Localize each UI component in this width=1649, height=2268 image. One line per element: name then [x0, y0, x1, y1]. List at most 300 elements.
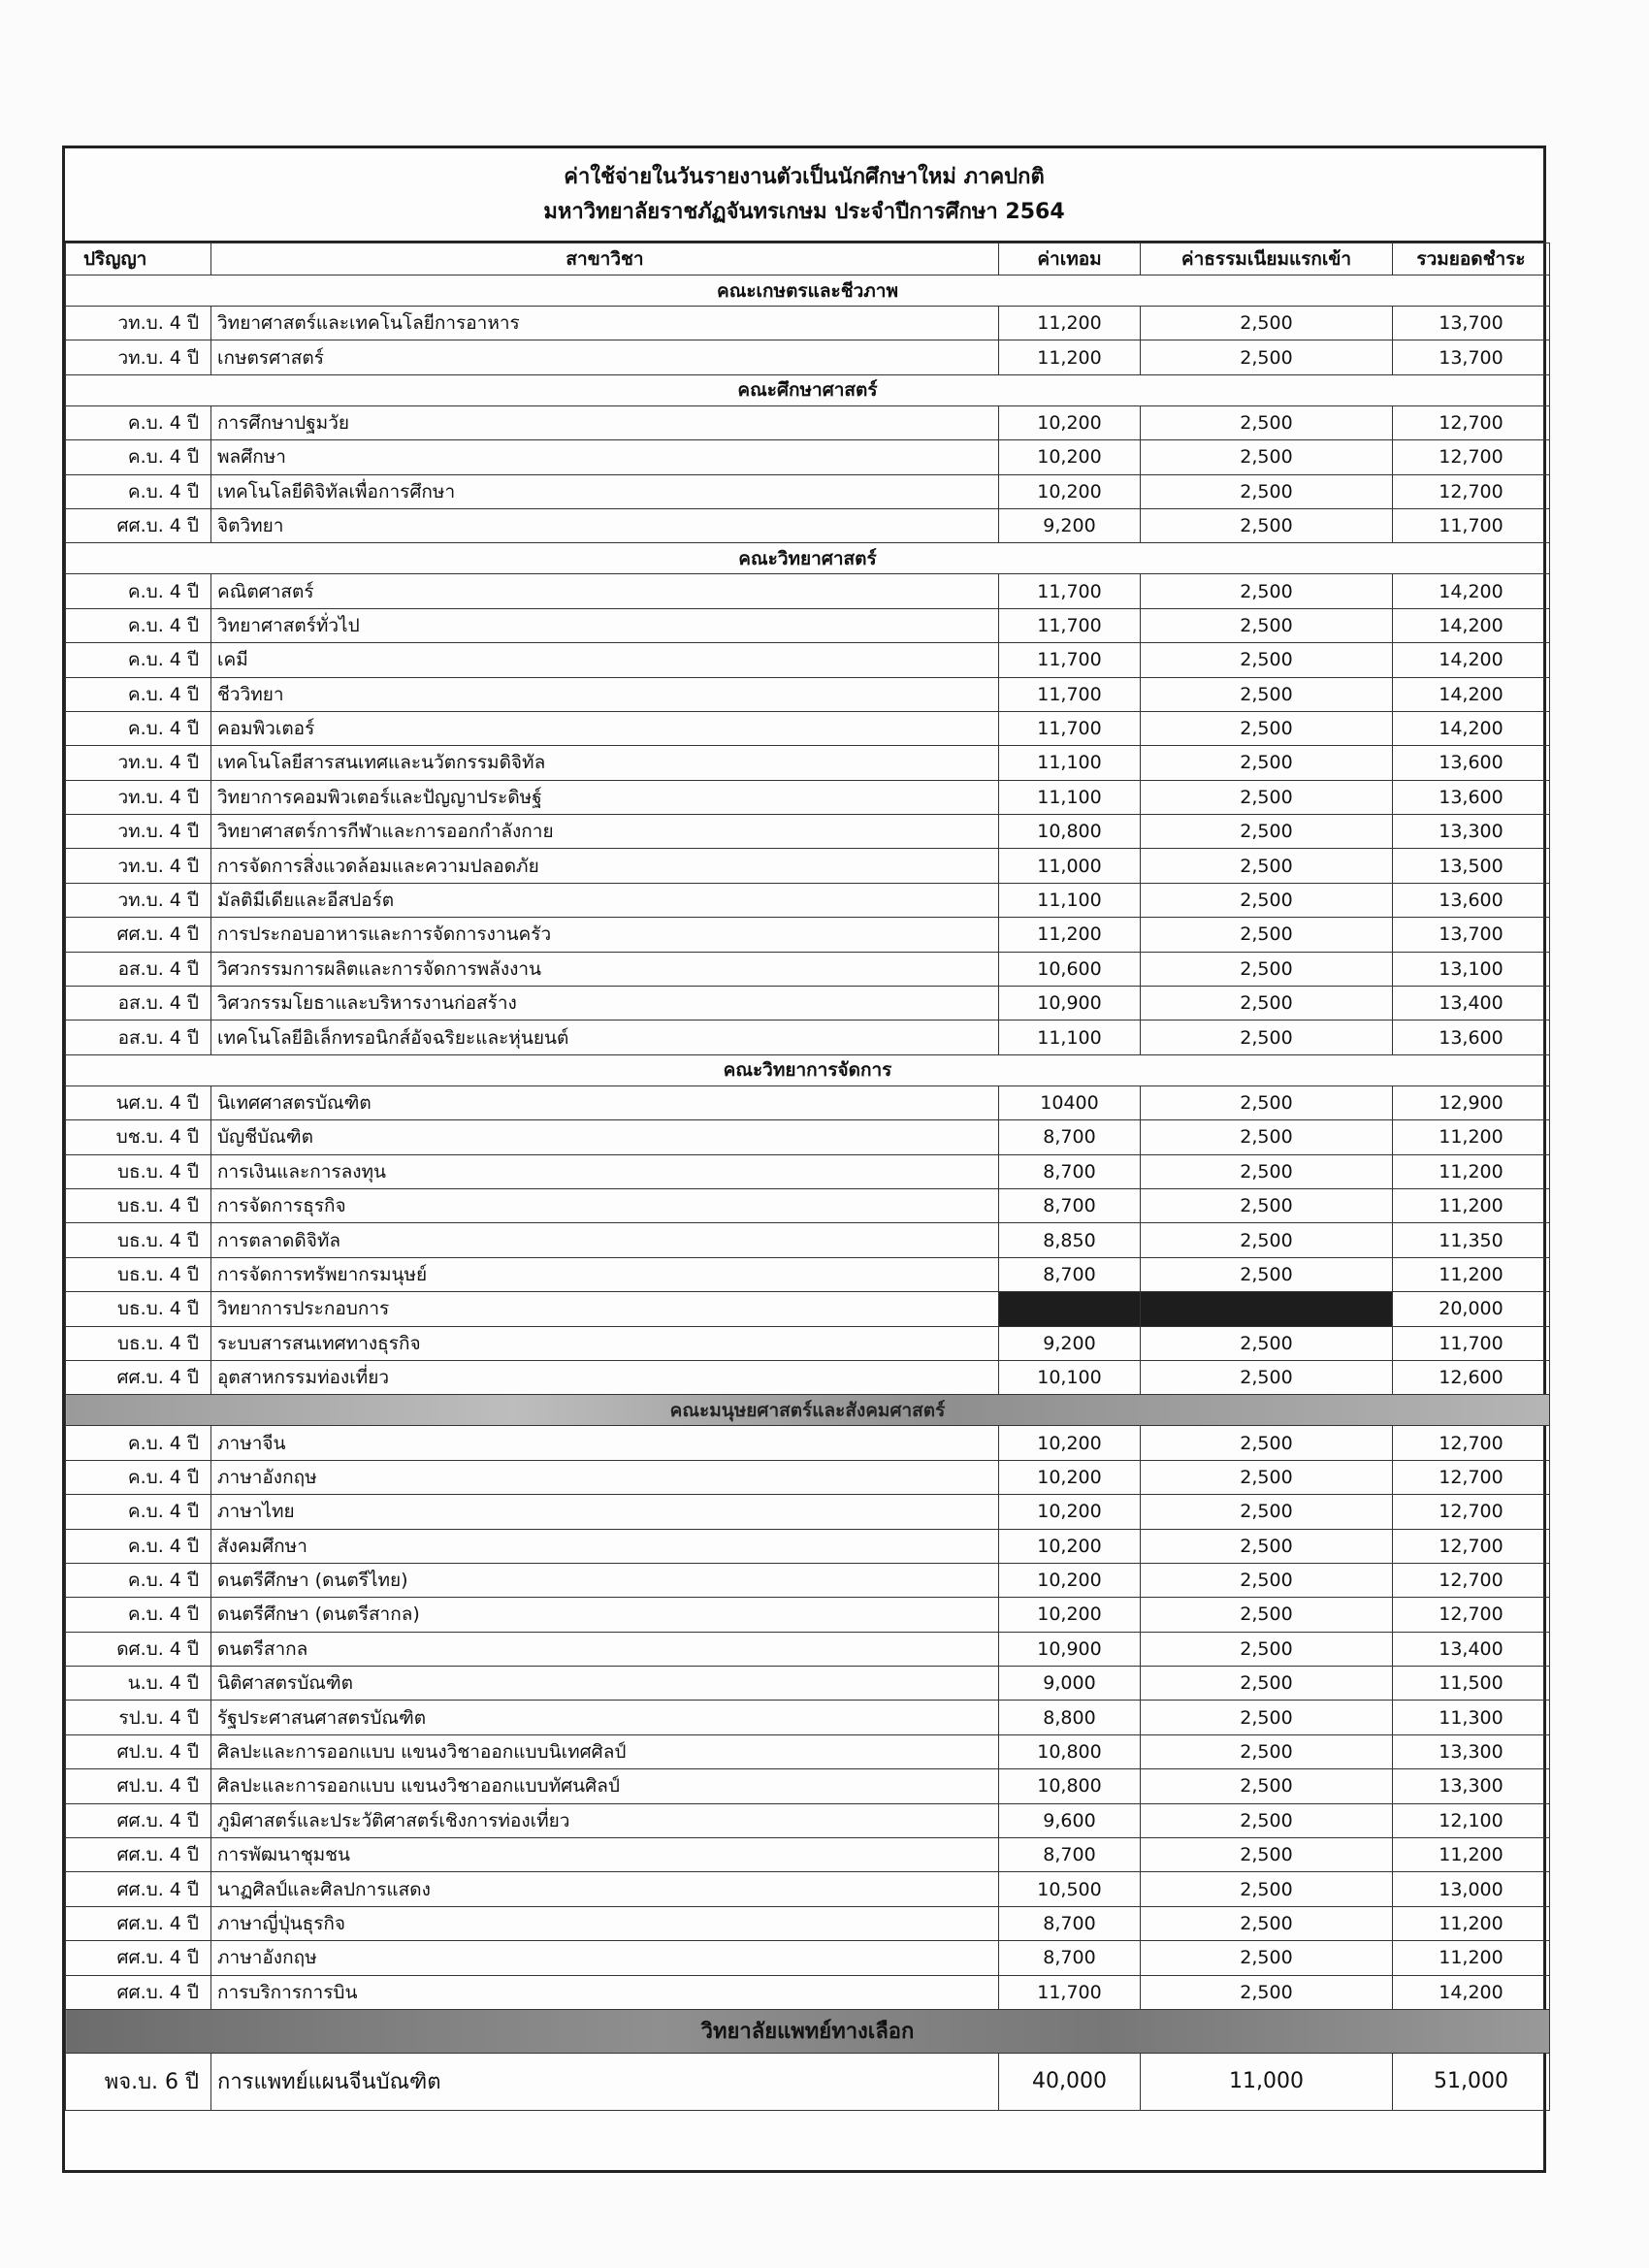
- table-row: [66, 1360, 1550, 1394]
- tuition-cell: 10,800: [999, 1769, 1141, 1803]
- table-row: [66, 1701, 1550, 1734]
- major-cell: การจัดการธุรกิจ: [211, 1188, 999, 1222]
- major-cell: ภาษาอังกฤษ: [211, 1460, 999, 1494]
- degree-cell: พจ.บ. 6 ปี: [66, 2053, 211, 2110]
- total-cell: 13,700: [1393, 918, 1550, 952]
- degree-cell: รป.บ. 4 ปี: [66, 1701, 211, 1734]
- section-title: วิทยาลัยแพทย์ทางเลือก: [66, 2009, 1550, 2053]
- major-cell: เทคโนโลยีอิเล็กทรอนิกส์อัจฉริยะและหุ่นยนต์: [211, 1021, 999, 1054]
- title-block: [65, 148, 1543, 243]
- section-row: [66, 275, 1550, 307]
- total-cell: 12,900: [1393, 1085, 1550, 1119]
- major-cell: การบริการการบิน: [211, 1975, 999, 2009]
- entry-fee-cell: 2,500: [1141, 883, 1393, 917]
- total-cell: 13,400: [1393, 1632, 1550, 1666]
- table-row: [66, 508, 1550, 542]
- tuition-cell: 11,700: [999, 608, 1141, 642]
- table-row: [66, 340, 1550, 374]
- header-degree: ปริญญา: [66, 243, 211, 275]
- total-cell: 11,200: [1393, 1188, 1550, 1222]
- tuition-cell: 11,100: [999, 746, 1141, 780]
- major-cell: วิทยาศาสตร์ทั่วไป: [211, 608, 999, 642]
- major-cell: เทคโนโลยีดิจิทัลเพื่อการศึกษา: [211, 474, 999, 508]
- major-cell: ระบบสารสนเทศทางธุรกิจ: [211, 1326, 999, 1360]
- degree-cell: ศศ.บ. 4 ปี: [66, 1941, 211, 1975]
- tuition-cell: 10,200: [999, 1426, 1141, 1460]
- table-row: [66, 1632, 1550, 1666]
- tuition-cell: 8,700: [999, 1257, 1141, 1291]
- degree-cell: บธ.บ. 4 ปี: [66, 1223, 211, 1257]
- tuition-cell: 10,200: [999, 1529, 1141, 1563]
- total-cell: 11,200: [1393, 1257, 1550, 1291]
- major-cell: วิศวกรรมโยธาและบริหารงานก่อสร้าง: [211, 987, 999, 1021]
- major-cell: คอมพิวเตอร์: [211, 711, 999, 745]
- tuition-cell: 8,850: [999, 1223, 1141, 1257]
- header-total: รวมยอดชำระ: [1393, 243, 1550, 275]
- table-row: [66, 1975, 1550, 2009]
- tuition-cell: 10,200: [999, 1460, 1141, 1494]
- tuition-cell: 8,700: [999, 1941, 1141, 1975]
- section-title: คณะวิทยาการจัดการ: [66, 1054, 1550, 1085]
- entry-fee-cell: 2,500: [1141, 608, 1393, 642]
- total-cell: 13,400: [1393, 987, 1550, 1021]
- table-row: [66, 815, 1550, 849]
- entry-fee-cell: 2,500: [1141, 1085, 1393, 1119]
- major-cell: พลศึกษา: [211, 440, 999, 474]
- degree-cell: วท.บ. 4 ปี: [66, 780, 211, 814]
- entry-fee-cell: 2,500: [1141, 677, 1393, 711]
- table-row: [66, 574, 1550, 608]
- total-cell: 12,600: [1393, 1360, 1550, 1394]
- entry-fee-cell: 2,500: [1141, 1838, 1393, 1872]
- major-cell: ชีววิทยา: [211, 677, 999, 711]
- major-cell: มัลติมีเดียและอีสปอร์ต: [211, 883, 999, 917]
- total-cell: 13,000: [1393, 1872, 1550, 1906]
- header-entry-fee: ค่าธรรมเนียมแรกเข้า: [1141, 243, 1393, 275]
- entry-fee-cell: 2,500: [1141, 1120, 1393, 1154]
- degree-cell: ศศ.บ. 4 ปี: [66, 1906, 211, 1940]
- degree-cell: ค.บ. 4 ปี: [66, 474, 211, 508]
- tuition-cell: 11,100: [999, 1021, 1141, 1054]
- major-cell: การศึกษาปฐมวัย: [211, 405, 999, 439]
- table-row: [66, 1426, 1550, 1460]
- table-row: [66, 440, 1550, 474]
- table-row: [66, 1667, 1550, 1701]
- table-row: [66, 474, 1550, 508]
- entry-fee-cell: 2,500: [1141, 1154, 1393, 1188]
- major-cell: บัญชีบัณฑิต: [211, 1120, 999, 1154]
- major-cell: ภาษาไทย: [211, 1495, 999, 1529]
- total-cell: 13,300: [1393, 1769, 1550, 1803]
- table-row: [66, 711, 1550, 745]
- degree-cell: อส.บ. 4 ปี: [66, 1021, 211, 1054]
- tuition-cell: 40,000: [999, 2053, 1141, 2110]
- header-tuition: ค่าเทอม: [999, 243, 1141, 275]
- degree-cell: ค.บ. 4 ปี: [66, 711, 211, 745]
- tuition-cell: 11,700: [999, 574, 1141, 608]
- tuition-cell: 11,700: [999, 643, 1141, 677]
- total-cell: 12,700: [1393, 405, 1550, 439]
- table-row: [66, 608, 1550, 642]
- section-title: คณะเกษตรและชีวภาพ: [66, 275, 1550, 307]
- table-row: [66, 746, 1550, 780]
- total-cell: 12,700: [1393, 1495, 1550, 1529]
- table-row: [66, 987, 1550, 1021]
- tuition-cell: 10,200: [999, 405, 1141, 439]
- total-cell: 11,700: [1393, 508, 1550, 542]
- total-cell: 11,200: [1393, 1906, 1550, 1940]
- tuition-cell: 8,700: [999, 1838, 1141, 1872]
- degree-cell: ค.บ. 4 ปี: [66, 1460, 211, 1494]
- table-row: [66, 643, 1550, 677]
- total-cell: 14,200: [1393, 608, 1550, 642]
- major-cell: จิตวิทยา: [211, 508, 999, 542]
- degree-cell: ศศ.บ. 4 ปี: [66, 1975, 211, 2009]
- tuition-cell: 11,700: [999, 711, 1141, 745]
- tuition-cell: 10,800: [999, 815, 1141, 849]
- total-cell: 12,700: [1393, 1598, 1550, 1632]
- table-row: [66, 1223, 1550, 1257]
- major-cell: วิทยาศาสตร์การกีฬาและการออกกำลังกาย: [211, 815, 999, 849]
- table-row: [66, 952, 1550, 986]
- entry-fee-cell: 2,500: [1141, 1257, 1393, 1291]
- table-row: [66, 1769, 1550, 1803]
- tuition-cell: 9,600: [999, 1803, 1141, 1837]
- tuition-cell: 10400: [999, 1085, 1141, 1119]
- entry-fee-cell: 2,500: [1141, 474, 1393, 508]
- degree-cell: ศศ.บ. 4 ปี: [66, 918, 211, 952]
- table-row: [66, 1734, 1550, 1768]
- major-cell: ภูมิศาสตร์และประวัติศาสตร์เชิงการท่องเที่ยว: [211, 1803, 999, 1837]
- header-major: สาขาวิชา: [211, 243, 999, 275]
- total-cell: 11,500: [1393, 1667, 1550, 1701]
- degree-cell: ศศ.บ. 4 ปี: [66, 508, 211, 542]
- total-cell: 14,200: [1393, 711, 1550, 745]
- total-cell: 14,200: [1393, 643, 1550, 677]
- entry-fee-cell: 2,500: [1141, 849, 1393, 883]
- total-cell: 12,700: [1393, 440, 1550, 474]
- major-cell: วิศวกรรมการผลิตและการจัดการพลังงาน: [211, 952, 999, 986]
- degree-cell: น.บ. 4 ปี: [66, 1667, 211, 1701]
- major-cell: เกษตรศาสตร์: [211, 340, 999, 374]
- entry-fee-cell: 2,500: [1141, 405, 1393, 439]
- tuition-cell: 11,200: [999, 340, 1141, 374]
- total-cell: 12,700: [1393, 1563, 1550, 1597]
- degree-cell: ศศ.บ. 4 ปี: [66, 1803, 211, 1837]
- degree-cell: อส.บ. 4 ปี: [66, 952, 211, 986]
- tuition-cell: 10,200: [999, 1495, 1141, 1529]
- tuition-cell: 10,200: [999, 1563, 1141, 1597]
- degree-cell: ค.บ. 4 ปี: [66, 677, 211, 711]
- tuition-cell: 9,200: [999, 508, 1141, 542]
- table-row: [66, 780, 1550, 814]
- entry-fee-cell: 2,500: [1141, 918, 1393, 952]
- degree-cell: วท.บ. 4 ปี: [66, 307, 211, 340]
- entry-fee-cell: 2,500: [1141, 440, 1393, 474]
- entry-fee-cell: 2,500: [1141, 1495, 1393, 1529]
- entry-fee-cell: 2,500: [1141, 1360, 1393, 1394]
- major-cell: การพัฒนาชุมชน: [211, 1838, 999, 1872]
- section-row: [66, 2009, 1550, 2053]
- total-cell: 13,300: [1393, 815, 1550, 849]
- entry-fee-cell: 2,500: [1141, 1529, 1393, 1563]
- major-cell: การตลาดดิจิทัล: [211, 1223, 999, 1257]
- major-cell: เทคโนโลยีสารสนเทศและนวัตกรรมดิจิทัล: [211, 746, 999, 780]
- degree-cell: วท.บ. 4 ปี: [66, 340, 211, 374]
- table-row: [66, 1154, 1550, 1188]
- major-cell: วิทยาศาสตร์และเทคโนโลยีการอาหาร: [211, 307, 999, 340]
- table-row: [66, 1021, 1550, 1054]
- table-row: [66, 405, 1550, 439]
- degree-cell: ค.บ. 4 ปี: [66, 643, 211, 677]
- degree-cell: ค.บ. 4 ปี: [66, 1598, 211, 1632]
- major-cell: การจัดการทรัพยากรมนุษย์: [211, 1257, 999, 1291]
- entry-fee-cell: 2,500: [1141, 1598, 1393, 1632]
- entry-fee-cell: 2,500: [1141, 1906, 1393, 1940]
- total-cell: 11,350: [1393, 1223, 1550, 1257]
- entry-fee-cell: 2,500: [1141, 1667, 1393, 1701]
- major-cell: สังคมศึกษา: [211, 1529, 999, 1563]
- table-row: [66, 1120, 1550, 1154]
- section-title: คณะมนุษยศาสตร์และสังคมศาสตร์: [66, 1395, 1550, 1426]
- tuition-cell: 11,700: [999, 677, 1141, 711]
- degree-cell: ศศ.บ. 4 ปี: [66, 1838, 211, 1872]
- total-cell: 13,700: [1393, 307, 1550, 340]
- total-cell: 20,000: [1393, 1292, 1550, 1326]
- major-cell: การแพทย์แผนจีนบัณฑิต: [211, 2053, 999, 2110]
- table-row: [66, 1872, 1550, 1906]
- entry-fee-cell: 2,500: [1141, 780, 1393, 814]
- total-cell: 14,200: [1393, 1975, 1550, 2009]
- total-cell: 13,500: [1393, 849, 1550, 883]
- table-row: [66, 1563, 1550, 1597]
- entry-fee-cell: 2,500: [1141, 1326, 1393, 1360]
- tuition-cell: 8,700: [999, 1188, 1141, 1222]
- entry-fee-cell: 2,500: [1141, 1941, 1393, 1975]
- table-row: [66, 1803, 1550, 1837]
- total-cell: 11,200: [1393, 1154, 1550, 1188]
- tuition-cell: [999, 1292, 1141, 1326]
- tuition-cell: 11,200: [999, 307, 1141, 340]
- table-row: [66, 1257, 1550, 1291]
- header-row: [66, 243, 1550, 275]
- table-row: [66, 1460, 1550, 1494]
- entry-fee-cell: 2,500: [1141, 1734, 1393, 1768]
- degree-cell: ศป.บ. 4 ปี: [66, 1769, 211, 1803]
- degree-cell: ค.บ. 4 ปี: [66, 1495, 211, 1529]
- total-cell: 13,600: [1393, 746, 1550, 780]
- degree-cell: ค.บ. 4 ปี: [66, 574, 211, 608]
- section-row: [66, 543, 1550, 574]
- total-cell: 11,700: [1393, 1326, 1550, 1360]
- total-cell: 11,200: [1393, 1838, 1550, 1872]
- major-cell: นิเทศศาสตรบัณฑิต: [211, 1085, 999, 1119]
- section-title: คณะศึกษาศาสตร์: [66, 374, 1550, 405]
- degree-cell: บช.บ. 4 ปี: [66, 1120, 211, 1154]
- entry-fee-cell: 2,500: [1141, 1021, 1393, 1054]
- total-cell: 14,200: [1393, 677, 1550, 711]
- tuition-cell: 11,000: [999, 849, 1141, 883]
- degree-cell: ค.บ. 4 ปี: [66, 440, 211, 474]
- total-cell: 13,600: [1393, 1021, 1550, 1054]
- entry-fee-cell: 2,500: [1141, 952, 1393, 986]
- table-row: [66, 1838, 1550, 1872]
- tuition-cell: 8,700: [999, 1120, 1141, 1154]
- entry-fee-cell: 2,500: [1141, 340, 1393, 374]
- total-cell: 12,100: [1393, 1803, 1550, 1837]
- table-row: [66, 1085, 1550, 1119]
- tuition-cell: 8,700: [999, 1154, 1141, 1188]
- entry-fee-cell: 2,500: [1141, 574, 1393, 608]
- total-cell: 12,700: [1393, 1426, 1550, 1460]
- total-cell: 12,700: [1393, 1529, 1550, 1563]
- table-row: [66, 849, 1550, 883]
- total-cell: 13,100: [1393, 952, 1550, 986]
- total-cell: 12,700: [1393, 1460, 1550, 1494]
- entry-fee-cell: 2,500: [1141, 508, 1393, 542]
- major-cell: วิทยาการประกอบการ: [211, 1292, 999, 1326]
- table-row: [66, 1941, 1550, 1975]
- entry-fee-cell: 2,500: [1141, 643, 1393, 677]
- major-cell: วิทยาการคอมพิวเตอร์และปัญญาประดิษฐ์: [211, 780, 999, 814]
- entry-fee-cell: 2,500: [1141, 987, 1393, 1021]
- tuition-cell: 10,600: [999, 952, 1141, 986]
- table-row: [66, 2053, 1550, 2110]
- total-cell: 51,000: [1393, 2053, 1550, 2110]
- total-cell: 12,700: [1393, 474, 1550, 508]
- major-cell: นิติศาสตรบัณฑิต: [211, 1667, 999, 1701]
- entry-fee-cell: 11,000: [1141, 2053, 1393, 2110]
- section-row: [66, 1054, 1550, 1085]
- major-cell: รัฐประศาสนศาสตรบัณฑิต: [211, 1701, 999, 1734]
- tuition-cell: 10,500: [999, 1872, 1141, 1906]
- entry-fee-cell: 2,500: [1141, 1632, 1393, 1666]
- table-row: [66, 1906, 1550, 1940]
- degree-cell: ค.บ. 4 ปี: [66, 1426, 211, 1460]
- degree-cell: บธ.บ. 4 ปี: [66, 1154, 211, 1188]
- tuition-cell: 10,100: [999, 1360, 1141, 1394]
- degree-cell: ศศ.บ. 4 ปี: [66, 1872, 211, 1906]
- entry-fee-cell: 2,500: [1141, 711, 1393, 745]
- major-cell: ดนตรีศึกษา (ดนตรีไทย): [211, 1563, 999, 1597]
- total-cell: 13,300: [1393, 1734, 1550, 1768]
- tuition-cell: 10,900: [999, 1632, 1141, 1666]
- major-cell: คณิตศาสตร์: [211, 574, 999, 608]
- total-cell: 11,200: [1393, 1941, 1550, 1975]
- entry-fee-cell: 2,500: [1141, 1872, 1393, 1906]
- major-cell: ศิลปะและการออกแบบ แขนงวิชาออกแบบนิเทศศิลป์: [211, 1734, 999, 1768]
- table-row: [66, 1326, 1550, 1360]
- tuition-cell: 11,100: [999, 780, 1141, 814]
- table-row: [66, 1292, 1550, 1326]
- title-line-2: มหาวิทยาลัยราชภัฏจันทรเกษม ประจำปีการศึกษา 2564: [543, 199, 1065, 224]
- major-cell: ภาษาจีน: [211, 1426, 999, 1460]
- total-cell: 13,700: [1393, 340, 1550, 374]
- major-cell: ภาษาญี่ปุ่นธุรกิจ: [211, 1906, 999, 1940]
- entry-fee-cell: 2,500: [1141, 1975, 1393, 2009]
- degree-cell: ศป.บ. 4 ปี: [66, 1734, 211, 1768]
- major-cell: การจัดการสิ่งแวดล้อมและความปลอดภัย: [211, 849, 999, 883]
- total-cell: 11,200: [1393, 1120, 1550, 1154]
- title-line-1: ค่าใช้จ่ายในวันรายงานตัวเป็นนักศึกษาใหม่ ภาคปกติ: [564, 164, 1045, 189]
- table-row: [66, 307, 1550, 340]
- degree-cell: วท.บ. 4 ปี: [66, 746, 211, 780]
- tuition-cell: 10,800: [999, 1734, 1141, 1768]
- degree-cell: ค.บ. 4 ปี: [66, 405, 211, 439]
- table-row: [66, 1598, 1550, 1632]
- total-cell: 13,600: [1393, 883, 1550, 917]
- major-cell: ดนตรีสากล: [211, 1632, 999, 1666]
- degree-cell: วท.บ. 4 ปี: [66, 815, 211, 849]
- degree-cell: ค.บ. 4 ปี: [66, 608, 211, 642]
- degree-cell: บธ.บ. 4 ปี: [66, 1326, 211, 1360]
- section-title: คณะวิทยาศาสตร์: [66, 543, 1550, 574]
- degree-cell: บธ.บ. 4 ปี: [66, 1292, 211, 1326]
- entry-fee-cell: 2,500: [1141, 1188, 1393, 1222]
- table-row: [66, 883, 1550, 917]
- fee-table-sheet: [62, 146, 1546, 2173]
- tuition-cell: 11,100: [999, 883, 1141, 917]
- tuition-cell: 8,700: [999, 1906, 1141, 1940]
- major-cell: ดนตรีศึกษา (ดนตรีสากล): [211, 1598, 999, 1632]
- entry-fee-cell: 2,500: [1141, 815, 1393, 849]
- major-cell: อุตสาหกรรมท่องเที่ยว: [211, 1360, 999, 1394]
- total-cell: 11,300: [1393, 1701, 1550, 1734]
- degree-cell: วท.บ. 4 ปี: [66, 849, 211, 883]
- tuition-cell: 10,200: [999, 1598, 1141, 1632]
- tuition-cell: 10,200: [999, 440, 1141, 474]
- degree-cell: ศศ.บ. 4 ปี: [66, 1360, 211, 1394]
- degree-cell: วท.บ. 4 ปี: [66, 883, 211, 917]
- major-cell: การประกอบอาหารและการจัดการงานครัว: [211, 918, 999, 952]
- degree-cell: บธ.บ. 4 ปี: [66, 1188, 211, 1222]
- entry-fee-cell: 2,500: [1141, 1223, 1393, 1257]
- entry-fee-cell: 2,500: [1141, 746, 1393, 780]
- entry-fee-cell: 2,500: [1141, 307, 1393, 340]
- entry-fee-cell: 2,500: [1141, 1460, 1393, 1494]
- section-row: [66, 1395, 1550, 1426]
- table-row: [66, 677, 1550, 711]
- entry-fee-cell: 2,500: [1141, 1701, 1393, 1734]
- entry-fee-cell: [1141, 1292, 1393, 1326]
- entry-fee-cell: 2,500: [1141, 1769, 1393, 1803]
- entry-fee-cell: 2,500: [1141, 1563, 1393, 1597]
- tuition-cell: 9,200: [999, 1326, 1141, 1360]
- major-cell: ศิลปะและการออกแบบ แขนงวิชาออกแบบทัศนศิลป์: [211, 1769, 999, 1803]
- degree-cell: อส.บ. 4 ปี: [66, 987, 211, 1021]
- entry-fee-cell: 2,500: [1141, 1803, 1393, 1837]
- section-row: [66, 374, 1550, 405]
- degree-cell: ค.บ. 4 ปี: [66, 1529, 211, 1563]
- major-cell: การเงินและการลงทุน: [211, 1154, 999, 1188]
- tuition-cell: 11,700: [999, 1975, 1141, 2009]
- major-cell: นาฏศิลป์และศิลปการแสดง: [211, 1872, 999, 1906]
- total-cell: 13,600: [1393, 780, 1550, 814]
- tuition-cell: 9,000: [999, 1667, 1141, 1701]
- major-cell: เคมี: [211, 643, 999, 677]
- entry-fee-cell: 2,500: [1141, 1426, 1393, 1460]
- tuition-cell: 10,900: [999, 987, 1141, 1021]
- degree-cell: ดศ.บ. 4 ปี: [66, 1632, 211, 1666]
- table-row: [66, 1188, 1550, 1222]
- table-body: [66, 275, 1550, 2111]
- tuition-cell: 8,800: [999, 1701, 1141, 1734]
- tuition-cell: 10,200: [999, 474, 1141, 508]
- table-row: [66, 1495, 1550, 1529]
- fee-table: [65, 243, 1550, 2111]
- degree-cell: บธ.บ. 4 ปี: [66, 1257, 211, 1291]
- degree-cell: นศ.บ. 4 ปี: [66, 1085, 211, 1119]
